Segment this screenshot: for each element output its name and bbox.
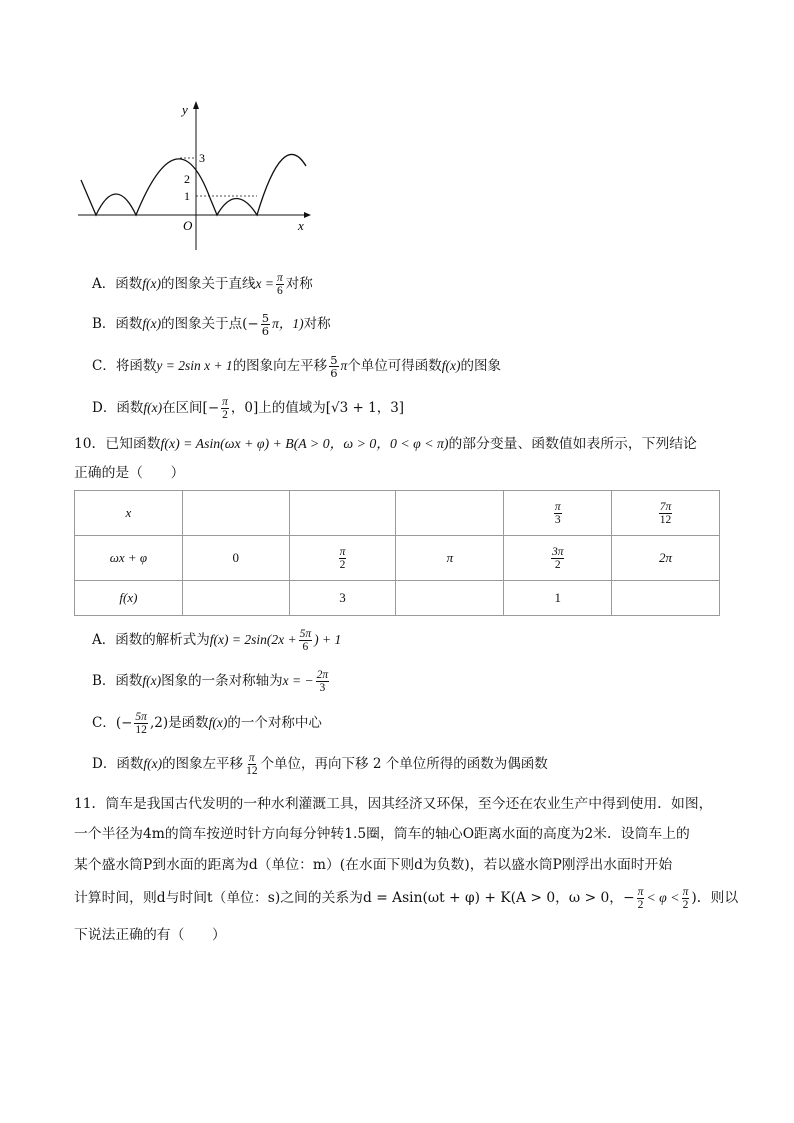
math-eq: x = [255, 276, 274, 291]
q11-line5: 下说法正确的有（ ） [74, 927, 226, 943]
table-header-cell: x [75, 491, 183, 536]
fraction [245, 752, 259, 777]
option-text: D．函数 [92, 756, 144, 772]
q10-stem-line2: 正确的是（ ） [74, 465, 185, 481]
fraction [637, 886, 645, 911]
fraction [221, 396, 229, 421]
fraction [551, 546, 565, 571]
y-axis-label: y [182, 102, 188, 117]
table-cell [289, 491, 396, 536]
table-cell [396, 581, 504, 616]
fraction-numerator: 5π [135, 711, 147, 723]
option-text: 图象的一条对称轴为 [161, 673, 283, 689]
fraction-numerator: 2π [316, 669, 329, 681]
table-row-x [75, 491, 720, 536]
math-fx: f(x) [143, 756, 163, 771]
fraction-denominator: 2 [682, 899, 689, 911]
tick-label-3: 3 [199, 151, 205, 165]
fraction-numerator: π [222, 396, 228, 408]
q10-option-d [92, 752, 548, 777]
q10-option-b [92, 669, 331, 694]
fraction [276, 272, 284, 297]
math-fx: f(x) [441, 358, 461, 373]
table-cell [182, 581, 289, 616]
option-text: B．函数 [92, 673, 143, 689]
stem-text: 10．已知函数 [74, 436, 161, 452]
q9-option-c [92, 354, 501, 379]
x-axis-arrow [304, 212, 311, 218]
fraction-numerator: π [248, 752, 255, 764]
fraction [554, 501, 562, 526]
fraction-denominator: 12 [135, 724, 147, 736]
math-expr: y = 2sin x + 1 [156, 358, 233, 373]
fraction-numerator: 5 [330, 353, 338, 367]
fraction-denominator: 3 [554, 513, 561, 526]
option-text: 的图象关于直线 [160, 276, 256, 292]
fraction [329, 354, 338, 379]
fraction [316, 669, 330, 694]
option-text: ,2)是函数 [149, 715, 209, 731]
table-cell [504, 536, 612, 581]
table-cell: 3 [289, 581, 396, 616]
table-cell [612, 581, 720, 616]
stem-text: 的部分变量、函数值如表所示，下列结论 [448, 436, 697, 452]
q10-option-a [92, 628, 341, 653]
function-curve [81, 154, 306, 215]
option-text: 的图象向左平移 [232, 358, 328, 374]
fraction [261, 312, 270, 337]
fraction-denominator: 2 [554, 558, 561, 571]
math-fx: f(x) [143, 400, 163, 415]
table-cell: 1 [504, 581, 612, 616]
option-text: 在区间[− [162, 400, 220, 416]
math-expr: ) + 1 [314, 632, 342, 647]
x-axis-label: x [298, 218, 304, 233]
fraction-denominator: 2 [637, 899, 644, 911]
table-cell [612, 491, 720, 536]
option-text: C．(− [92, 715, 133, 731]
table-cell [182, 491, 289, 536]
fraction [682, 886, 690, 911]
math-text: π，1) [272, 316, 304, 331]
option-text: 的图象关于点(− [161, 316, 259, 332]
fraction-denominator: 12 [246, 765, 258, 777]
fraction [659, 501, 673, 526]
q10-stem-line1 [74, 434, 697, 454]
table-cell: 0 [182, 536, 289, 581]
math-fx: f(x) [142, 276, 161, 291]
fraction [339, 546, 347, 571]
table-cell [396, 491, 504, 536]
option-text: ，0]上的值域为[√3 + 1，3] [230, 400, 405, 416]
fraction-numerator: π [637, 886, 644, 898]
q10-option-c [92, 711, 322, 736]
math-eq: x = − [282, 673, 314, 688]
fraction-numerator: 5 [261, 311, 270, 325]
math-fx: f(x) [142, 673, 162, 688]
fraction-numerator: π [682, 886, 689, 898]
tick-label-1: 1 [184, 189, 190, 203]
fraction-denominator: 6 [276, 285, 283, 297]
option-text: 对称 [303, 316, 331, 332]
fraction-numerator: π [276, 272, 283, 284]
q9-option-a [92, 272, 313, 297]
y-axis-arrow [193, 101, 199, 109]
table-cell: π [396, 536, 504, 581]
fraction-denominator: 12 [659, 513, 672, 526]
math-expr: f(x) = Asin(ωx + φ) + B(A > 0，ω > 0，0 < φ < π) [160, 436, 449, 451]
option-text: 的一个对称中心 [227, 715, 322, 731]
math-expr: f(x) = 2sin(2x + [209, 632, 297, 647]
option-text: C．将函数 [92, 358, 157, 374]
fraction-numerator: 5π [299, 628, 312, 640]
table-row-f [75, 581, 720, 616]
q11-line1: 11．筒车是我国古代发明的一种水利灌溉工具，因其经济又环保，至今还在农业生产中得到使用．如图， [74, 796, 713, 812]
option-text: 个单位，再向下移 2 个单位所得的函数为偶函数 [260, 756, 548, 772]
stem-text: 计算时间，则d与时间t（单位：s)之间的关系为d = Asin(ωt + φ) + K(A > 0，ω > 0，− [74, 890, 635, 906]
table-header-cell: f(x) [75, 581, 183, 616]
q11-line2: 一个半径为4m的筒车按逆时针方向每分钟转1.5圈，筒车的轴心O距离水面的高度为2米．设筒车上的 [74, 826, 690, 842]
option-text: B．函数 [92, 316, 143, 332]
option-text: 对称 [285, 276, 313, 292]
fraction-denominator: 6 [302, 641, 309, 653]
tick-label-2: 2 [184, 172, 190, 186]
fraction-numerator: 7π [659, 500, 672, 513]
q9-option-d [92, 396, 404, 421]
q10-value-table [74, 490, 720, 616]
fraction [299, 628, 313, 653]
table-cell [504, 491, 612, 536]
option-text: 的图象左平移 [162, 756, 244, 772]
math-fx: f(x) [208, 715, 228, 730]
fraction-numerator: π [339, 545, 346, 558]
option-text: 的图象 [460, 358, 502, 374]
fraction-numerator: 3π [551, 545, 564, 558]
fraction-denominator: 3 [319, 682, 326, 694]
fraction-denominator: 6 [330, 366, 338, 380]
stem-text: )．则以 [691, 890, 739, 906]
option-text: 个单位可得函数 [347, 358, 442, 374]
math-text: < φ < [646, 890, 680, 905]
origin-label: O [183, 218, 193, 233]
q11-line4 [74, 886, 738, 911]
math-text: π [340, 358, 348, 373]
option-text: A．函数的解析式为 [92, 632, 210, 648]
fraction-denominator: 6 [261, 324, 270, 338]
fraction-numerator: π [554, 500, 561, 513]
fraction-denominator: 2 [339, 558, 346, 571]
function-graph [76, 98, 316, 258]
table-header-cell: ωx + φ [75, 536, 183, 581]
q11-line3: 某个盛水筒P到水面的距离为d（单位：m）(在水面下则d为负数)，若以盛水筒P刚浮出水面时开始 [74, 857, 673, 873]
math-fx: f(x) [142, 316, 162, 331]
option-text: A．函数 [92, 276, 143, 292]
table-row-phase [75, 536, 720, 581]
fraction [134, 711, 148, 736]
table-cell: 2π [612, 536, 720, 581]
table-cell [289, 536, 396, 581]
q9-option-b [92, 312, 331, 337]
fraction-denominator: 2 [222, 409, 228, 421]
option-text: D．函数 [92, 400, 144, 416]
